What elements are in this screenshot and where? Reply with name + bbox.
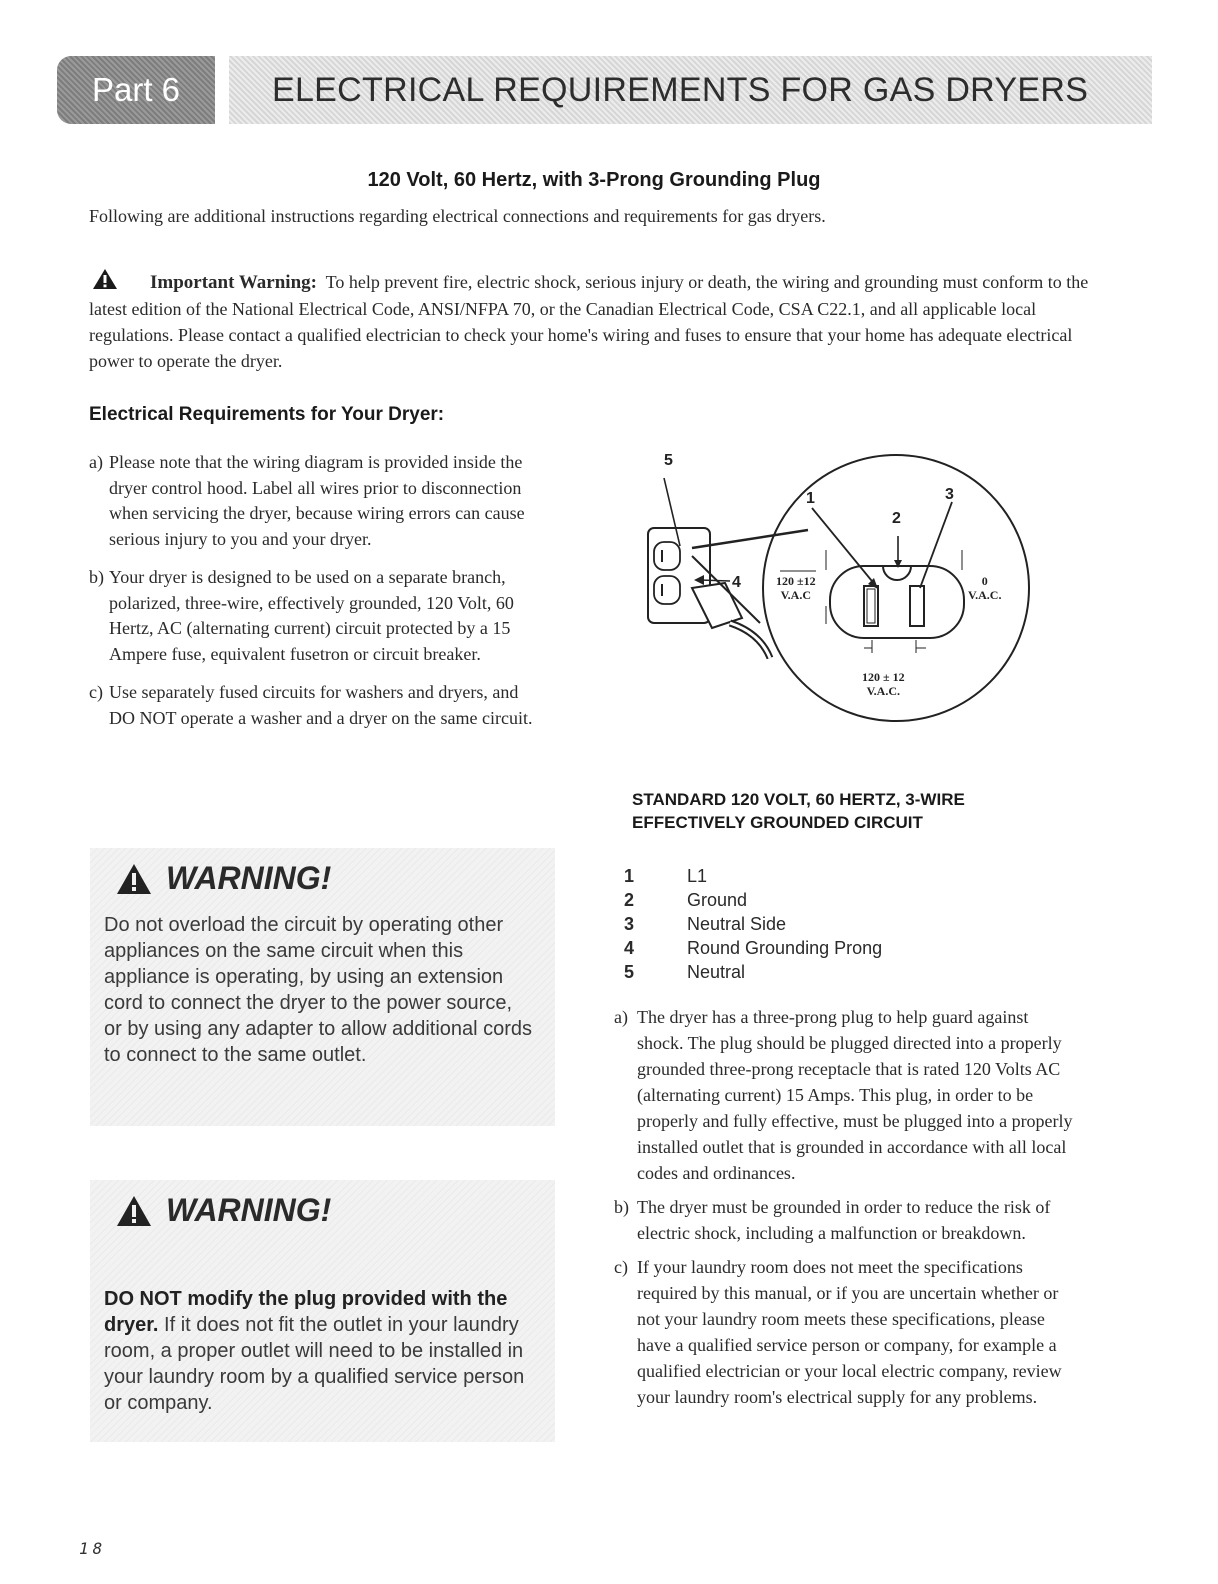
list-text: Use separately fused circuits for washers and dryers, and DO NOT operate a washer and a dryer on the same circuit.	[109, 682, 533, 728]
subtitle: 120 Volt, 60 Hertz, with 3-Prong Grounding Plug	[367, 169, 821, 191]
warning-body-text: If it does not fit the outlet in your laundry room, a proper outlet will need to be installed in your laundry room by a qualified service person or company.	[104, 1314, 525, 1414]
legend-row	[624, 912, 882, 936]
list-text: If your laundry room does not meet the specifications required by this manual, or if you are uncertain whether or not your laundry room meets these specifications, please have a qualified service person or company, for example a qualified electrician or your local electric company, review your laundry room's electrical supply for any problems.	[637, 1257, 1062, 1407]
legend-number: 1	[624, 866, 635, 886]
right-voltage-value: 0	[981, 574, 988, 588]
warning-triangle-icon	[116, 863, 152, 895]
list-text: The dryer has a three-prong plug to help guard against shock. The plug should be plugged directed into a properly grounded three-prong receptacle that is rated 120 Volts AC (alternating current) 15 Amps. This plug, in order to be properly and fully effective, must be plugged into a properly installed outlet that is grounded in accordance with all local codes and ordinances.	[637, 1007, 1073, 1183]
bottom-voltage-value: 120 ± 12	[862, 670, 905, 684]
intro-paragraph: Following are additional instructions regarding electrical connections and requirements for gas dryers.	[89, 206, 826, 226]
legend-row	[624, 936, 882, 960]
bottom-voltage-unit: V.A.C.	[866, 684, 901, 698]
right-voltage-label	[968, 574, 1001, 602]
left-voltage-value: 120 ±12	[776, 574, 816, 588]
page-number: 18	[79, 1539, 107, 1558]
list-marker: c)	[614, 1257, 628, 1277]
warning-bold-text: DO NOT modify the plug provided with the dryer.	[104, 1288, 508, 1336]
callout-4: 4	[732, 574, 741, 591]
requirements-list	[89, 450, 541, 744]
left-voltage-label	[776, 574, 816, 602]
list-marker: a)	[89, 452, 103, 472]
important-warning-lead: Important Warning:	[150, 272, 317, 293]
caption-line: EFFECTIVELY GROUNDED CIRCUIT	[632, 813, 923, 832]
legend-row	[624, 888, 882, 912]
list-text: The dryer must be grounded in order to reduce the risk of electric shock, including a malfunction or breakdown.	[637, 1197, 1051, 1243]
requirements-heading: Electrical Requirements for Your Dryer:	[89, 404, 445, 425]
important-warning-text: To help prevent fire, electric shock, serious injury or death, the wiring and grounding must conform to the latest edition of the National Electrical Code, ANSI/NFPA 70, or the Canadian Electrical Code, CSA C22.1, and all applicable local regulations. Please contact a qualified electrician to check your home's wiring and fuses to ensure that your home has adequate electrical power to operate the dryer.	[89, 272, 1089, 371]
callout-2: 2	[892, 510, 901, 527]
callout-1: 1	[806, 490, 815, 507]
legend-number: 4	[624, 938, 635, 958]
title-bar	[229, 56, 1152, 124]
list-item	[614, 1194, 1074, 1246]
list-item	[614, 1254, 1074, 1410]
left-voltage-unit: V.A.C	[780, 588, 812, 602]
list-item	[614, 1004, 1074, 1186]
warning-triangle-icon	[92, 268, 118, 290]
bottom-voltage-label	[862, 670, 905, 698]
legend-number: 2	[624, 890, 635, 910]
warning-text	[104, 1286, 534, 1416]
list-marker: b)	[614, 1197, 629, 1217]
list-text: Please note that the wiring diagram is provided inside the dryer control hood. Label all wires prior to disconnection when servicing the dryer, because wiring errors can cause serious injury to you and your dryer.	[109, 452, 525, 549]
list-item	[89, 680, 541, 731]
legend-row	[624, 864, 882, 888]
diagram-caption	[632, 788, 965, 834]
warning-title-text: WARNING!	[166, 860, 332, 896]
warning-title	[116, 860, 331, 897]
part-label: Part 6	[91, 71, 181, 108]
legend-label: Neutral Side	[687, 914, 787, 934]
list-item	[89, 450, 541, 552]
warning-box-plug	[90, 1180, 555, 1442]
legend-label: Round Grounding Prong	[687, 938, 883, 958]
outlet-diagram	[640, 448, 1040, 728]
legend-row	[624, 960, 882, 984]
page-title: ELECTRICAL REQUIREMENTS FOR GAS DRYERS	[272, 70, 1089, 109]
legend-number: 5	[624, 962, 635, 982]
warning-box-overload	[90, 848, 555, 1126]
caption-line: STANDARD 120 VOLT, 60 HERTZ, 3-WIRE	[632, 790, 965, 809]
warning-title-text: WARNING!	[166, 1192, 332, 1228]
list-marker: c)	[89, 682, 103, 702]
list-text: Your dryer is designed to be used on a separate branch, polarized, three-wire, effectively grounded, 120 Volt, 60 Hertz, AC (alternating current) circuit protected by a 15 Ampere fuse, equivalent fusetron or circuit breaker.	[109, 567, 514, 664]
list-marker: a)	[614, 1007, 628, 1027]
callout-3: 3	[945, 486, 954, 503]
list-item	[89, 565, 541, 667]
important-warning	[89, 268, 1109, 374]
legend-label: Neutral	[687, 962, 746, 982]
legend-number: 3	[624, 914, 635, 934]
legend-label: L1	[687, 866, 708, 886]
legend-label: Ground	[687, 890, 748, 910]
plug-notes-list	[614, 1004, 1074, 1418]
part-tab	[57, 56, 215, 124]
diagram-legend	[624, 864, 882, 984]
warning-triangle-icon	[116, 1195, 152, 1227]
list-marker: b)	[89, 567, 104, 587]
warning-title	[116, 1192, 331, 1229]
right-voltage-unit: V.A.C.	[968, 588, 1002, 602]
warning-text: Do not overload the circuit by operating other appliances on the same circuit when this appliance is operating, by using an extension cord to connect the dryer to the power source, or by using any adapter to allow additional cords to connect to the same outlet.	[104, 914, 533, 1066]
callout-5: 5	[664, 452, 673, 469]
